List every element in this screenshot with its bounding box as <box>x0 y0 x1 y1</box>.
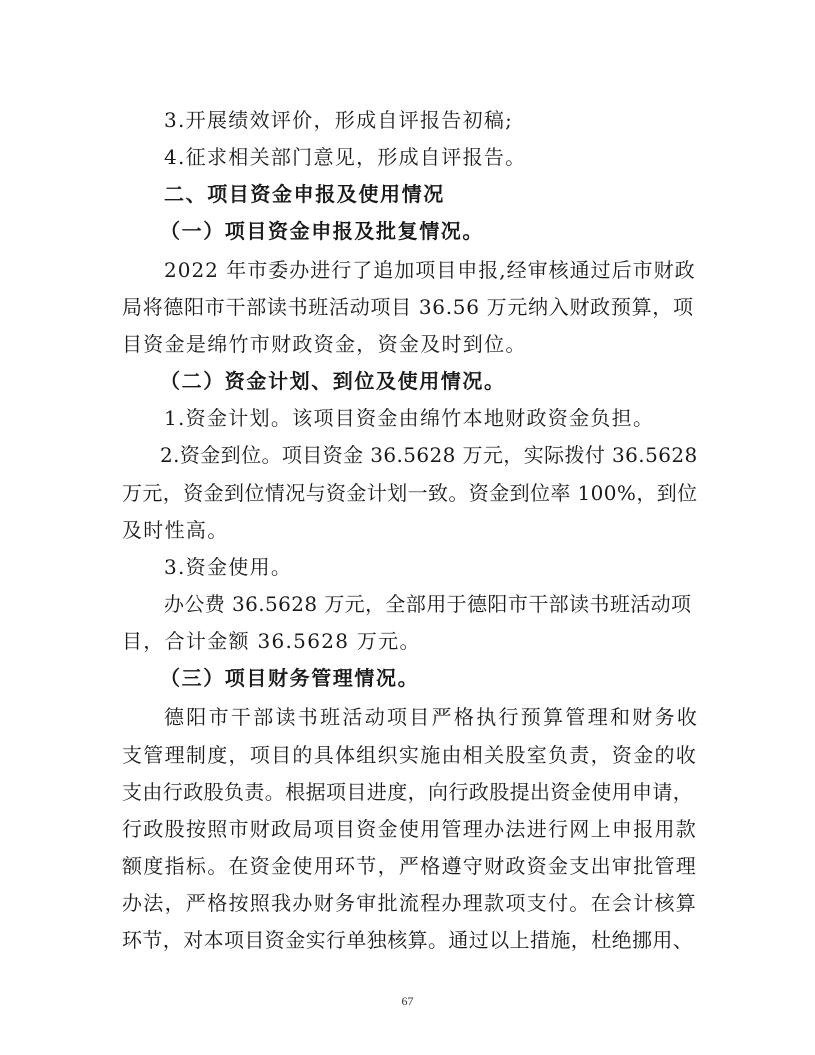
subsection-heading-3: （三）项目财务管理情况。 <box>160 666 420 690</box>
list-item-3: 3.开展绩效评价，形成自评报告初稿; <box>164 108 514 132</box>
paragraph-line: 3.资金使用。 <box>164 555 293 579</box>
paragraph-line: 支由行政股负责。根据项目进度，向行政股提出资金使用申请， <box>122 780 694 804</box>
paragraph-line: 局将德阳市干部读书班活动项目 36.56 万元纳入财政预算，项 <box>122 295 694 319</box>
paragraph-line: 办法，严格按照我办财务审批流程办理款项支付。在会计核算 <box>122 891 698 915</box>
paragraph-line: 德阳市干部读书班活动项目严格执行预算管理和财务收 <box>164 705 700 729</box>
paragraph-line: 1.资金计划。该项目资金由绵竹本地财政资金负担。 <box>164 406 655 430</box>
paragraph-line: 及时性高。 <box>122 518 229 542</box>
subsection-heading-2: （二）资金计划、到位及使用情况。 <box>160 369 506 393</box>
page-number: 67 <box>401 994 414 1008</box>
subsection-heading-1: （一）项目资金申报及批复情况。 <box>160 219 484 243</box>
paragraph-line: 办公费 36.5628 万元，全部用于德阳市干部读书班活动项 <box>164 592 692 616</box>
paragraph-line: 目资金是绵竹市财政资金，资金及时到位。 <box>122 332 527 356</box>
paragraph-line: 目，合计金额 36.5628 万元。 <box>122 629 421 653</box>
paragraph-line: 万元，资金到位情况与资金计划一致。资金到位率 100%，到位 <box>122 481 698 505</box>
paragraph-line: 额度指标。在资金使用环节，严格遵守财政资金支出审批管理 <box>122 854 698 878</box>
list-item-4: 4.征求相关部门意见，形成自评报告。 <box>164 145 527 169</box>
paragraph-line: 2022 年市委办进行了追加项目申报,经审核通过后市财政 <box>164 258 696 282</box>
paragraph-line: 支管理制度，项目的具体组织实施由相关股室负责，资金的收 <box>122 743 698 767</box>
paragraph-line: 2.资金到位。项目资金 36.5628 万元，实际拨付 36.5628 <box>160 443 698 467</box>
paragraph-line: 环节，对本项目资金实行单独核算。通过以上措施，杜绝挪用、 <box>122 928 694 952</box>
paragraph-line: 行政股按照市财政局项目资金使用管理办法进行网上申报用款 <box>122 817 698 841</box>
section-heading-2: 二、项目资金申报及使用情况 <box>164 182 445 206</box>
